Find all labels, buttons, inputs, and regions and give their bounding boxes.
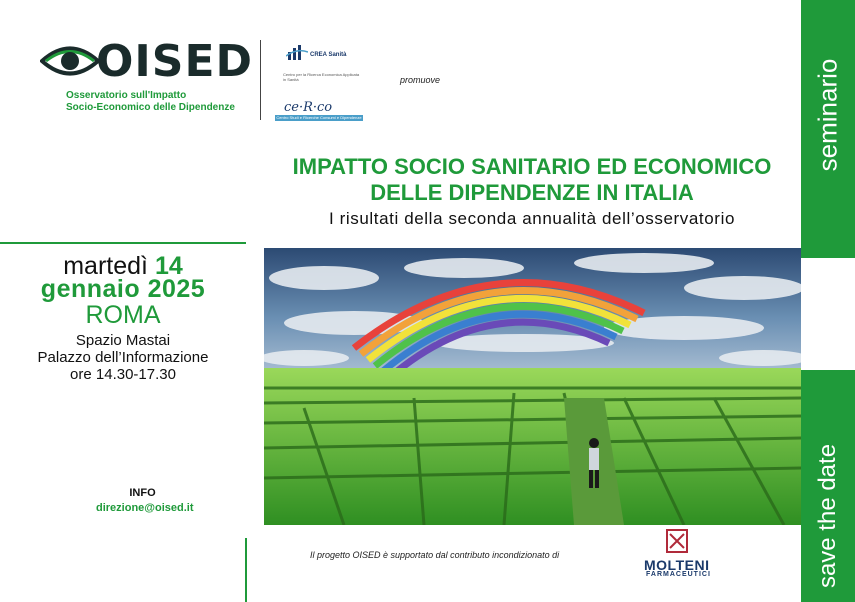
labyrinth-rainbow-painting — [264, 248, 801, 525]
info-label: INFO — [129, 487, 156, 499]
oised-logo-subtitle — [66, 90, 235, 114]
sidebar-top-label-wrap — [801, 0, 855, 258]
molteni-logo-name: MOLTENI — [644, 557, 710, 573]
info-email-link[interactable]: direzione@oised.it — [96, 502, 194, 514]
sponsor-statement: Il progetto OISED è supportato dal contributo incondizionato di — [310, 550, 560, 560]
seminario-label: seminario — [812, 58, 843, 172]
logo-divider — [260, 40, 261, 120]
cerco-logo-band — [275, 115, 363, 121]
molteni-logo-subtitle: FARMACEUTICI — [646, 571, 711, 578]
event-weekday: martedì — [63, 252, 148, 280]
event-month-year: gennaio 2025 — [40, 275, 206, 303]
oised-logo-subtitle-line-2: Socio-Economico delle Dipendenze — [66, 102, 235, 113]
event-title-line-2: DELLE DIPENDENZE IN ITALIA — [370, 180, 694, 205]
footer-divider-line — [245, 538, 247, 602]
event-venue-building: Palazzo dell’Informazione — [37, 349, 209, 366]
promuove-label: promuove — [400, 75, 441, 85]
save-the-date-label: save the date — [814, 443, 841, 589]
oised-eye-icon — [40, 40, 100, 82]
crea-logo-icon — [286, 44, 308, 60]
left-divider-line — [0, 242, 246, 244]
molteni-shield-icon — [664, 528, 690, 554]
event-day-number: 14 — [154, 252, 183, 280]
oised-logo-subtitle-line-1: Osservatorio sull'Impatto — [66, 90, 187, 101]
cerco-logo: ce·R·co — [284, 100, 333, 115]
event-city: ROMA — [85, 301, 161, 329]
event-title-line-1: IMPATTO SOCIO SANITARIO ED ECONOMICO — [292, 154, 772, 179]
event-subtitle: I risultati della seconda annualità dell’osservatorio — [328, 209, 735, 228]
crea-logo-subtitle: Centro per la Ricerca Economica Applicata in Sanità — [283, 72, 360, 82]
sidebar-bottom-label-wrap — [801, 370, 855, 602]
cerco-logo-subtitle: Centro Studi e Ricerche Consumi e Dipendenze — [276, 115, 362, 120]
oised-logo-text: OISED — [96, 36, 254, 87]
crea-logo-name: CREA Sanità — [310, 52, 347, 58]
event-time: ore 14.30-17.30 — [70, 366, 176, 383]
event-venue-name: Spazio Mastai — [75, 332, 171, 349]
sidebar-middle-band — [801, 258, 855, 370]
